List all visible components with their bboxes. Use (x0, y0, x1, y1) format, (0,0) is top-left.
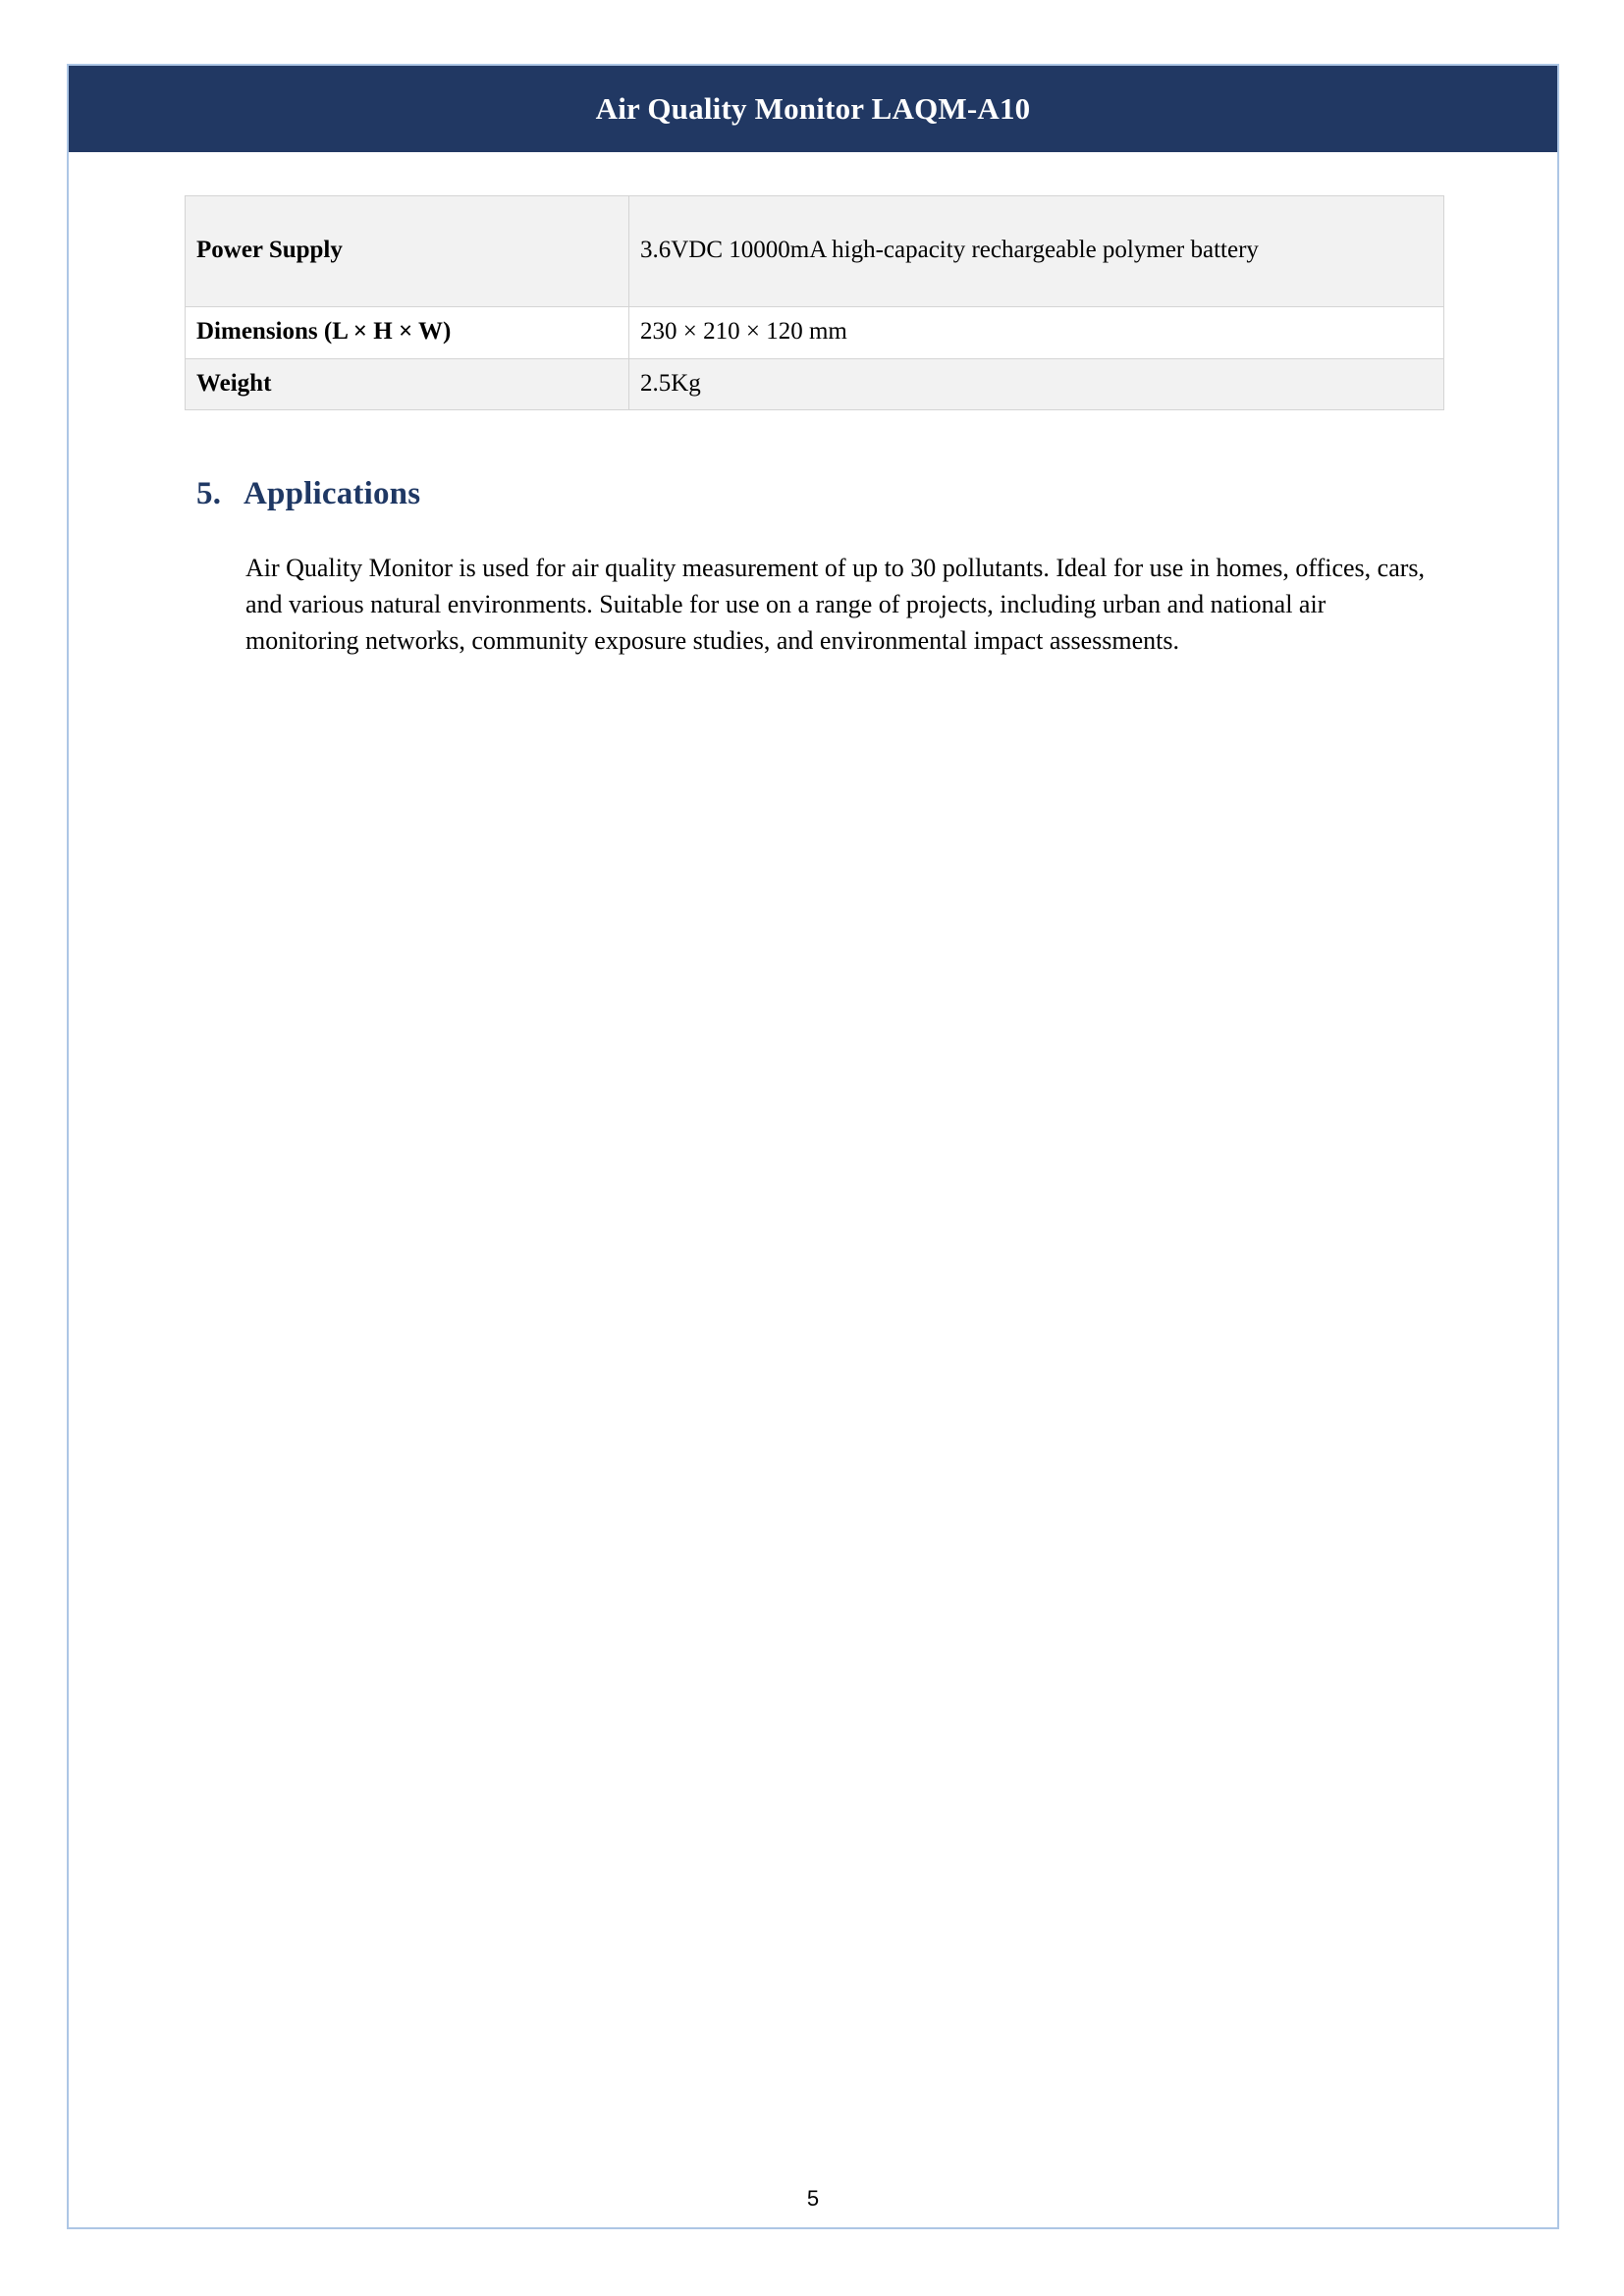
table-row (186, 358, 1444, 410)
table-row (186, 307, 1444, 359)
spec-label-weight: Weight (186, 358, 629, 410)
spec-label-power-supply: Power Supply (186, 196, 629, 307)
table-row (186, 196, 1444, 307)
applications-paragraph: Air Quality Monitor is used for air quality measurement of up to 30 pollutants. Ideal for use in homes, offices, cars, and various natural environments. Suitable for use on a range of projects, including urban and national air monitoring networks, community exposure studies, and environmental impact assessments. (245, 554, 1426, 655)
section-heading-applications (196, 476, 420, 512)
spec-value-dimensions: 230 × 210 × 120 mm (629, 307, 1444, 359)
spec-label-dimensions: Dimensions (L × H × W) (186, 307, 629, 359)
specifications-table (185, 195, 1444, 410)
spec-value-weight: 2.5Kg (629, 358, 1444, 410)
spec-value-power-supply: 3.6VDC 10000mA high-capacity rechargeable polymer battery (629, 196, 1444, 307)
document-header-banner (69, 66, 1557, 152)
document-title: Air Quality Monitor LAQM-A10 (595, 91, 1031, 126)
page-number: 5 (806, 2186, 820, 2211)
section-number: 5. (196, 476, 222, 511)
document-page (67, 64, 1559, 2229)
section-title: Applications (244, 476, 421, 511)
